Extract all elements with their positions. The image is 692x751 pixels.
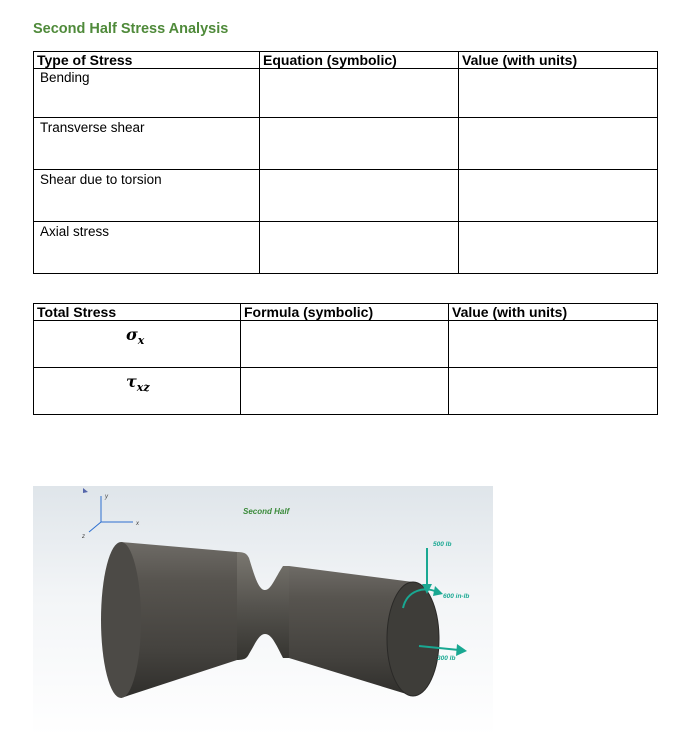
shaft-figure xyxy=(33,486,493,736)
equation-cell[interactable] xyxy=(260,170,459,222)
value-cell[interactable] xyxy=(459,69,658,118)
stress-type-table xyxy=(33,51,658,274)
total-stress-table xyxy=(33,303,658,415)
equation-cell[interactable] xyxy=(260,222,459,274)
table-header-row xyxy=(34,52,658,69)
symbol-tau-xz: $\tau_{xz}$ xyxy=(34,368,241,415)
table-row xyxy=(34,321,658,368)
row-label-bending: Bending xyxy=(34,69,260,118)
value-cell[interactable] xyxy=(459,222,658,274)
table-row xyxy=(34,118,658,170)
value-cell[interactable] xyxy=(459,118,658,170)
formula-cell[interactable] xyxy=(241,321,449,368)
table-row xyxy=(34,222,658,274)
value-cell[interactable] xyxy=(449,321,658,368)
formula-cell[interactable] xyxy=(241,368,449,415)
header-formula: Formula (symbolic) xyxy=(241,304,449,321)
row-label-axial-stress: Axial stress xyxy=(34,222,260,274)
header-value: Value (with units) xyxy=(459,52,658,69)
header-total-stress: Total Stress xyxy=(34,304,241,321)
load-label-600inlb: 600 in-lb xyxy=(443,593,470,600)
axis-label-x: x xyxy=(136,521,139,527)
row-label-torsion-shear: Shear due to torsion xyxy=(34,170,260,222)
page-title: Second Half Stress Analysis xyxy=(33,21,229,37)
header-equation: Equation (symbolic) xyxy=(260,52,459,69)
header-value: Value (with units) xyxy=(449,304,658,321)
table-row xyxy=(34,69,658,118)
row-label-transverse-shear: Transverse shear xyxy=(34,118,260,170)
value-cell[interactable] xyxy=(459,170,658,222)
figure-title: Second Half xyxy=(243,507,290,516)
axis-label-y: y xyxy=(105,494,108,500)
equation-cell[interactable] xyxy=(260,69,459,118)
header-type-of-stress: Type of Stress xyxy=(34,52,260,69)
table-row xyxy=(34,170,658,222)
equation-cell[interactable] xyxy=(260,118,459,170)
value-cell[interactable] xyxy=(449,368,658,415)
axis-label-z: z xyxy=(82,534,85,540)
load-label-500lb: 500 lb xyxy=(433,541,452,548)
table-header-row xyxy=(34,304,658,321)
table-row xyxy=(34,368,658,415)
load-label-300lb: 300 lb xyxy=(437,655,456,662)
symbol-sigma-x: $\sigma_x$ xyxy=(34,321,241,368)
